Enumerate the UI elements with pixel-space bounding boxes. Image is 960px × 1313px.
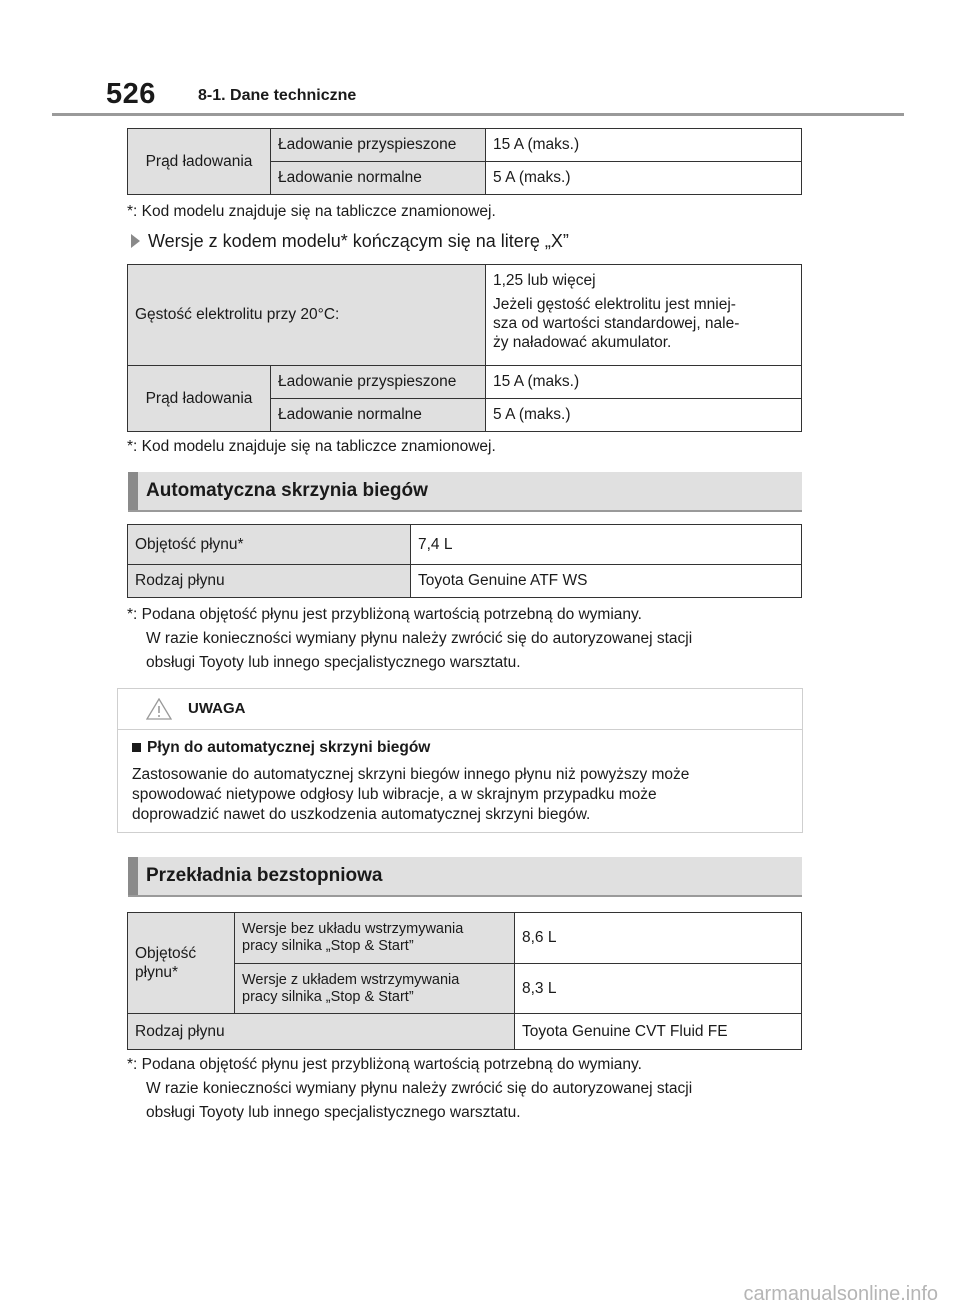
page-number: 526 (106, 78, 156, 110)
section-divider (128, 510, 802, 512)
caution-subtitle (132, 739, 430, 757)
charging-value: 5 A (maks.) (486, 162, 802, 195)
caution-label: UWAGA (188, 700, 246, 717)
footnote-line: W razie konieczności wymiany płynu należy zwrócić się do autoryzowanej stacji (146, 630, 693, 647)
cvt-volume-label (128, 913, 235, 1014)
watermark: carmanualsonline.info (743, 1283, 938, 1305)
section-divider (128, 895, 802, 897)
footnote: *: Kod modelu znajduje się na tabliczce znamionowej. (127, 438, 496, 455)
subheading (131, 231, 569, 252)
caution-text (132, 765, 782, 825)
cvt-footnote (127, 1053, 692, 1125)
charging-mode: Ładowanie przyspieszone (271, 366, 486, 399)
density-label: Gęstość elektrolitu przy 20°C: (128, 265, 486, 366)
density-note-line: Jeżeli gęstość elektrolitu jest mniej- (493, 296, 736, 313)
row-label: Prąd ładowania (128, 129, 271, 195)
charging-value: 15 A (maks.) (486, 366, 802, 399)
variant-line: Wersje bez układu wstrzymywania (242, 921, 464, 937)
variant-line: pracy silnika „Stop & Start” (242, 988, 414, 1005)
cvt-table (127, 912, 802, 1050)
caution-box (117, 688, 803, 833)
atf-table (127, 524, 802, 598)
caution-line: doprowadzić nawet do uszkodzenia automatycznej skrzyni biegów. (132, 806, 591, 823)
atf-label: Rodzaj płynu (128, 565, 411, 598)
footnote-line: obsługi Toyoty lub innego specjalistycznego warsztatu. (146, 654, 521, 671)
charging-value: 5 A (maks.) (486, 399, 802, 432)
cvt-type-value: Toyota Genuine CVT Fluid FE (515, 1014, 802, 1050)
row-label: Prąd ładowania (128, 366, 271, 432)
atf-footnote (127, 603, 692, 675)
cvt-type-label: Rodzaj płynu (128, 1014, 515, 1050)
charging-mode: Ładowanie normalne (271, 399, 486, 432)
atf-value: Toyota Genuine ATF WS (411, 565, 802, 598)
triangle-bullet-icon (131, 234, 140, 248)
cvt-value: 8,6 L (515, 913, 802, 964)
cvt-value: 8,3 L (515, 964, 802, 1014)
cvt-variant (235, 964, 515, 1014)
footnote-line: obsługi Toyoty lub innego specjalistycznego warsztatu. (146, 1104, 521, 1121)
warning-triangle-icon (146, 698, 172, 720)
label-line: płynu* (135, 964, 179, 981)
variant-line: pracy silnika „Stop & Start” (242, 938, 414, 954)
density-note-line: sza od wartości standardowej, nale- (493, 315, 740, 332)
footnote: *: Kod modelu znajduje się na tabliczce znamionowej. (127, 203, 496, 220)
subheading-text: Wersje z kodem modelu* kończącym się na literę „X” (148, 231, 569, 251)
battery-x-table (127, 264, 802, 432)
caution-line: Zastosowanie do automatycznej skrzyni biegów innego płynu niż powyższy może (132, 766, 690, 783)
footnote-line: *: Podana objętość płynu jest przybliżoną wartością potrzebną do wymiany. (127, 1056, 642, 1073)
charging-current-table (127, 128, 802, 195)
charging-mode: Ładowanie normalne (271, 162, 486, 195)
charging-mode: Ładowanie przyspieszone (271, 129, 486, 162)
caution-line: spowodować nietypowe odgłosy lub wibracje, a w skrajnym przypadku może (132, 786, 657, 803)
label-line: Objętość (135, 945, 197, 962)
footnote-line: *: Podana objętość płynu jest przybliżoną wartością potrzebną do wymiany. (127, 606, 642, 623)
atf-value: 7,4 L (411, 525, 802, 565)
section-heading-atf: Automatyczna skrzynia biegów (128, 472, 802, 510)
density-note-line: ży naładować akumulator. (493, 334, 672, 351)
density-value: 1,25 lub więcej (493, 272, 596, 289)
header-divider (52, 113, 904, 116)
density-cell (486, 265, 802, 366)
variant-line: Wersje z układem wstrzymywania (242, 971, 460, 988)
square-bullet-icon (132, 743, 141, 752)
footnote-line: W razie konieczności wymiany płynu należy zwrócić się do autoryzowanej stacji (146, 1080, 693, 1097)
chapter-title: 8-1. Dane techniczne (198, 87, 357, 104)
charging-value: 15 A (maks.) (486, 129, 802, 162)
caution-header (118, 689, 802, 730)
section-heading-cvt: Przekładnia bezstopniowa (128, 857, 802, 895)
atf-label: Objętość płynu* (128, 525, 411, 565)
cvt-variant (235, 913, 515, 964)
caution-subtitle-text: Płyn do automatycznej skrzyni biegów (147, 739, 431, 756)
